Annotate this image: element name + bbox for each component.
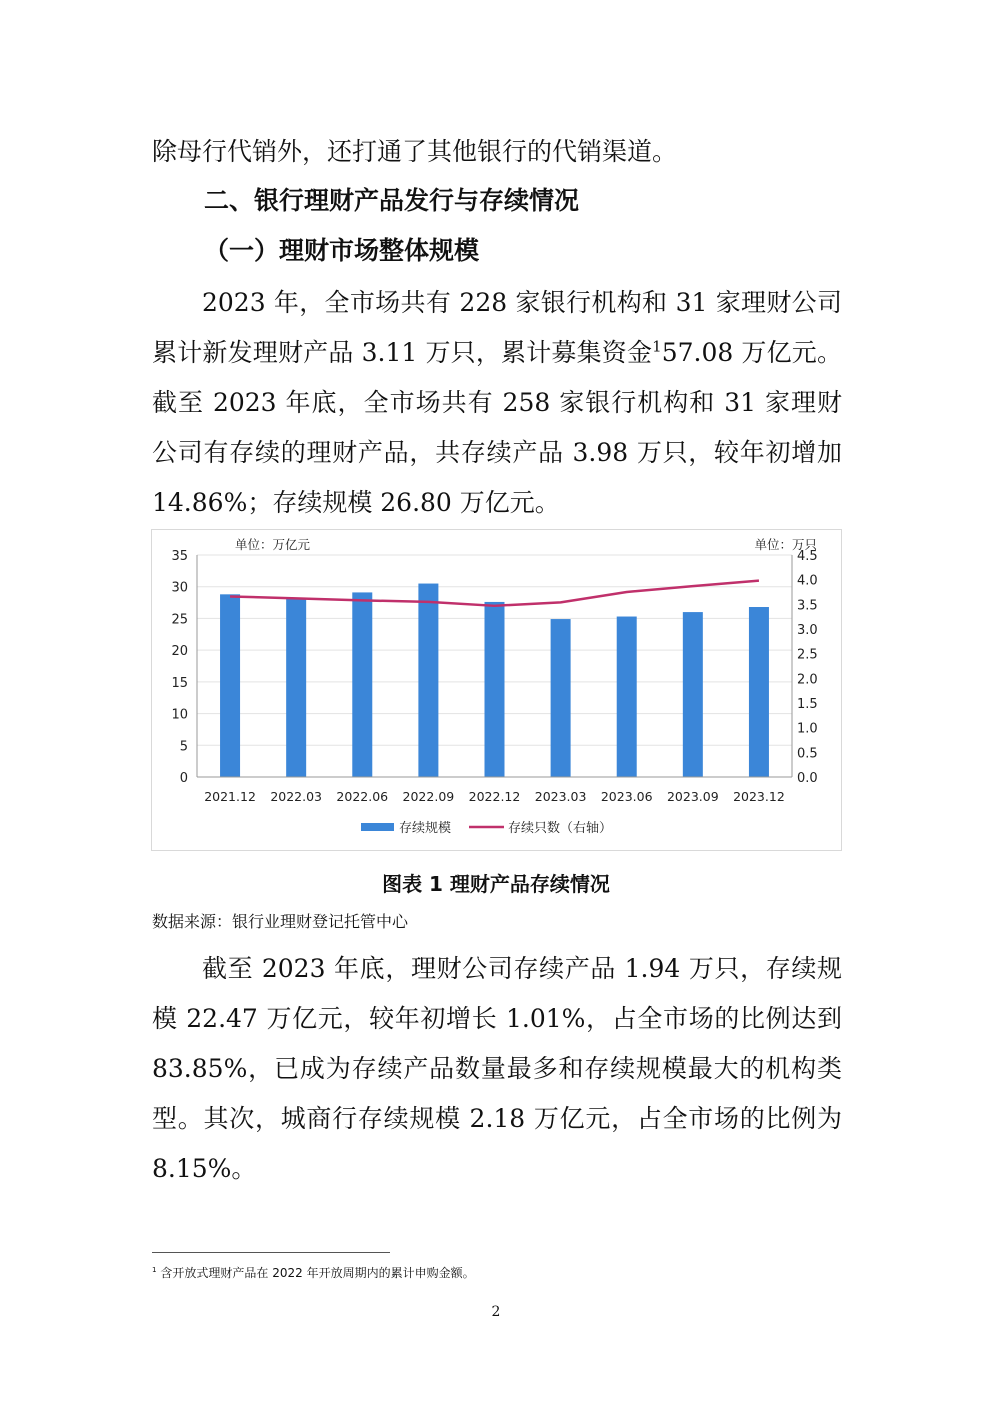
bar-2023.03 [551, 619, 571, 777]
x-tick-label: 2023.12 [733, 789, 785, 804]
x-tick-label: 2022.12 [468, 789, 521, 804]
y-left-tick-label: 35 [171, 549, 188, 564]
bar-2022.06 [352, 592, 372, 777]
subsection-title: （一）理财市场整体规模 [204, 236, 480, 265]
x-tick-label: 2023.03 [534, 789, 587, 804]
y-right-tick-label: 0.0 [797, 771, 818, 786]
y-left-tick-label: 5 [179, 739, 188, 755]
bar-2023.09 [683, 612, 703, 777]
footnote [152, 1262, 475, 1284]
page-number: 2 [491, 1304, 501, 1320]
x-tick-label: 2023.06 [600, 789, 653, 804]
footnote-mark: 1 [152, 1265, 157, 1274]
y-right-tick-label: 2.5 [797, 647, 818, 663]
x-tick-label: 2022.06 [336, 789, 389, 804]
section-title: 二、银行理财产品发行与存续情况 [204, 186, 580, 215]
chart-legend [361, 820, 612, 836]
y-right-tick-label: 0.5 [797, 746, 818, 762]
bar-2022.09 [418, 584, 438, 777]
y-left-tick-label: 0 [179, 771, 188, 786]
y-left-tick-label: 25 [171, 612, 188, 628]
y-right-tick-label: 4.0 [797, 573, 818, 589]
y-right-tick-label: 3.0 [797, 623, 818, 638]
right-unit-label: 单位：万只 [754, 537, 817, 552]
x-tick-label: 2021.12 [204, 789, 256, 804]
x-tick-label: 2022.09 [402, 789, 455, 804]
figure-source: 数据来源：银行业理财登记托管中心 [152, 912, 409, 931]
bar-2021.12 [220, 594, 240, 777]
legend-swatch-bar [361, 823, 394, 831]
y-left-tick-label: 10 [171, 707, 188, 723]
y-left-tick-label: 20 [171, 644, 188, 660]
legend-label-line: 存续只数（右轴） [508, 821, 613, 836]
y-right-tick-label: 1.0 [797, 721, 818, 737]
combo-chart [152, 530, 843, 852]
x-tick-label: 2023.09 [666, 789, 719, 804]
paragraph-market-scale [152, 278, 842, 528]
paragraph-market-scale-part1: 2023 年，全市场共有 228 家银行机构和 31 家理财公司累计新发理财产品 3.11 万只，累计募集资金 [152, 288, 842, 367]
y-right-tick-label: 3.5 [797, 598, 818, 614]
bar-2023.06 [617, 617, 637, 777]
legend-label-bar: 存续规模 [399, 821, 452, 836]
left-unit-label: 单位：万亿元 [235, 537, 311, 552]
x-tick-label: 2022.03 [270, 789, 323, 804]
y-right-tick-label: 4.5 [797, 549, 818, 564]
bar-2022.12 [485, 602, 505, 777]
footnote-text: 含开放式理财产品在 2022 年开放周期内的累计申购金额。 [160, 1266, 475, 1280]
footnote-ref[interactable]: 1 [652, 337, 662, 356]
paragraph-wmp-companies: 截至 2023 年底，理财公司存续产品 1.94 万只，存续规模 22.47 万亿元，较年初增长 1.01%，占全市场的比例达到 83.85%，已成为存续产品数量最多和存续规模最大的机构类型。其次，城商行存续规模 2.18 万亿元，占全市场的比例为 8.15%。 [152, 954, 842, 1183]
bar-2022.03 [286, 599, 306, 777]
y-right-tick-label: 2.0 [797, 672, 818, 688]
chart-bars [220, 584, 769, 777]
paragraph-market-scale-part2: 57.08 万亿元。截至 2023 年底，全市场共有 258 家银行机构和 31 家理财公司有存续的理财产品，共存续产品 3.98 万只，较年初增加 14.86%；存续规模 26.80 万亿元。 [152, 338, 842, 517]
footnote-divider [152, 1252, 390, 1253]
figure-caption: 图表 1 理财产品存续情况 [382, 872, 610, 896]
y-left-tick-label: 15 [171, 675, 188, 691]
bar-2023.12 [749, 607, 769, 777]
paragraph-intro-tail: 除母行代销外，还打通了其他银行的代销渠道。 [152, 137, 678, 166]
y-left-tick-label: 30 [171, 580, 188, 596]
chart-container [151, 529, 842, 851]
y-right-tick-label: 1.5 [797, 697, 818, 712]
